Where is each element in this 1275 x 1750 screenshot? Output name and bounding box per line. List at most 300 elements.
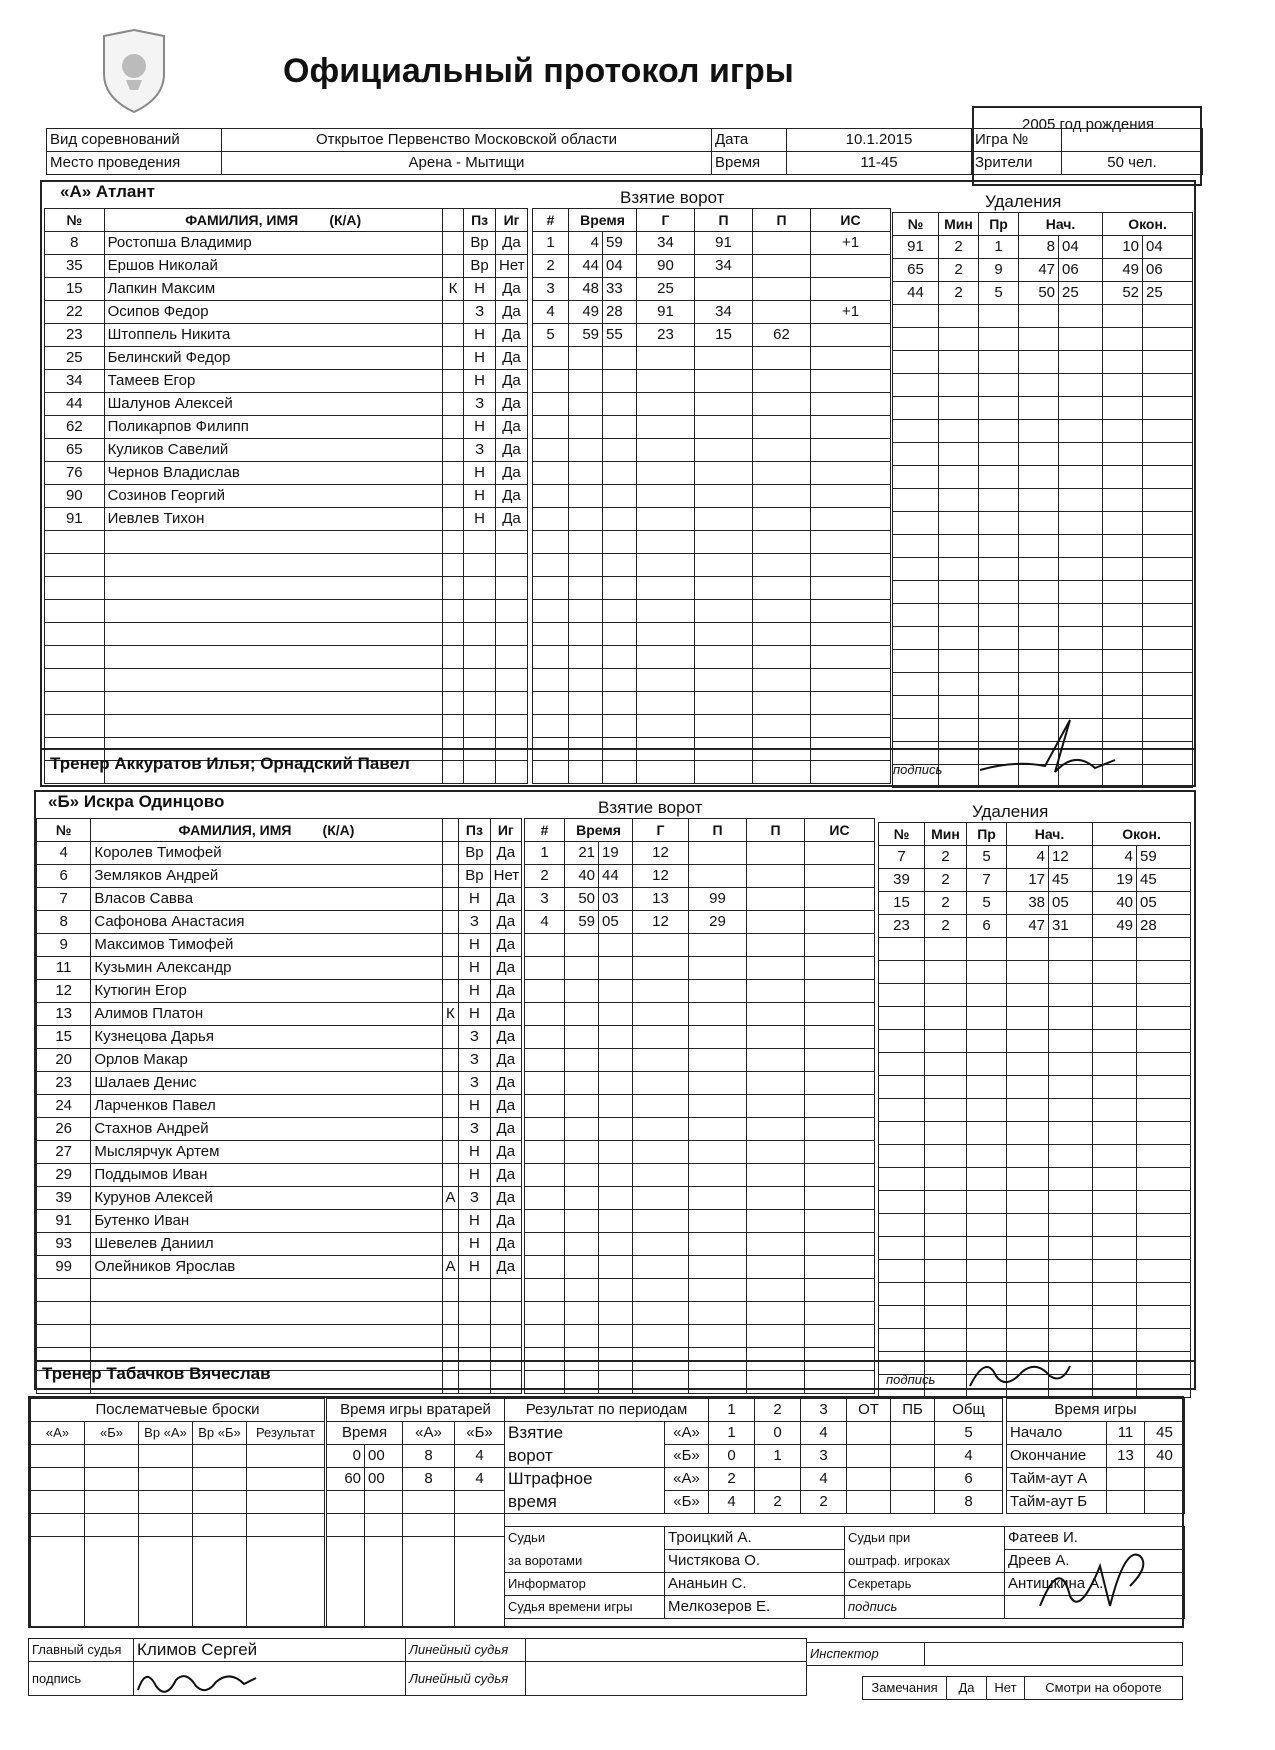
player-position: З <box>459 1026 490 1049</box>
player-number <box>45 531 105 554</box>
team-b-player-row <box>37 1003 522 1026</box>
penalty-minutes <box>939 558 979 581</box>
player-number: 12 <box>37 980 91 1003</box>
player-role <box>442 1095 459 1118</box>
goal-assist-2 <box>753 554 811 577</box>
penalty-start-min <box>1019 466 1059 489</box>
penalty-start-sec <box>1049 938 1093 961</box>
player-played: Да <box>490 1026 521 1049</box>
goal-second <box>599 1164 633 1187</box>
team-b-goal-row <box>525 1302 875 1325</box>
player-played: Да <box>496 416 528 439</box>
team-a-penalty-row <box>893 305 1193 328</box>
player-number: 91 <box>37 1210 91 1233</box>
player-number <box>45 669 105 692</box>
goal-situation <box>811 623 891 646</box>
penalty-end-min <box>1093 1375 1137 1398</box>
penalty-minutes: 2 <box>925 892 967 915</box>
penalty-end-sec: 05 <box>1137 892 1191 915</box>
player-number: 62 <box>45 416 105 439</box>
goal-assist-1 <box>695 370 753 393</box>
remarks-yes[interactable]: Да <box>947 1677 987 1700</box>
remarks-table: Замечания Да Нет Смотри на обороте <box>862 1676 1183 1700</box>
player-name: Курунов Алексей <box>91 1187 442 1210</box>
player-position: Н <box>464 370 496 393</box>
player-number: 27 <box>37 1141 91 1164</box>
penalty-start-sec <box>1059 420 1103 443</box>
player-name: Власов Савва <box>91 888 442 911</box>
goal-situation <box>811 646 891 669</box>
penalty-reason <box>967 1191 1007 1214</box>
penalty-player: 15 <box>879 892 925 915</box>
player-number: 4 <box>37 842 91 865</box>
col-no: № <box>37 819 91 842</box>
team-a-penalty-row <box>893 443 1193 466</box>
player-position <box>464 577 496 600</box>
player-played: Да <box>490 1095 521 1118</box>
team-b-goal-row <box>525 865 875 888</box>
team-b-player-row <box>37 1026 522 1049</box>
team-b-goal-row <box>525 1233 875 1256</box>
goal-assist-2 <box>747 1187 805 1210</box>
team-b-penalty-row <box>879 1076 1191 1099</box>
team-a-penalty-row <box>893 420 1193 443</box>
penalty-end-sec <box>1137 1007 1191 1030</box>
player-position: Вр <box>464 255 496 278</box>
team-a-player-row <box>45 508 528 531</box>
team-a-penalties-title: Удаления <box>985 192 1062 211</box>
goal-number <box>525 1371 565 1394</box>
goal-second <box>603 761 637 784</box>
goal-assist-1 <box>695 692 753 715</box>
team-b-goal-row <box>525 1072 875 1095</box>
remarks-no[interactable]: Нет <box>987 1677 1025 1700</box>
player-role <box>442 393 463 416</box>
player-position <box>459 1279 490 1302</box>
goal-assist-2 <box>753 278 811 301</box>
player-played: Да <box>496 508 528 531</box>
goal-scorer <box>633 1049 689 1072</box>
team-a-coach: Тренер Аккуратов Илья; Орнадский Павел <box>50 754 410 773</box>
goal-number <box>533 370 569 393</box>
penalty-end-min <box>1093 1283 1137 1306</box>
col-no: № <box>45 209 105 232</box>
player-name: Штоппель Никита <box>104 324 442 347</box>
team-a-penalty-row <box>893 236 1193 259</box>
penalty-end-sec <box>1143 673 1193 696</box>
goal-number <box>533 508 569 531</box>
goal-second <box>603 692 637 715</box>
penalty-reason <box>967 961 1007 984</box>
penalty-start-sec <box>1049 1306 1093 1329</box>
col-pen-min: Мин <box>925 823 967 846</box>
penalty-start-min <box>1007 1122 1049 1145</box>
penalty-start-sec <box>1059 489 1103 512</box>
goal-second <box>599 1210 633 1233</box>
goal-situation <box>805 1141 875 1164</box>
goal-assist-1 <box>695 439 753 462</box>
penalty-reason: 5 <box>967 846 1007 869</box>
goal-situation <box>811 462 891 485</box>
team-a-penalty-row <box>893 351 1193 374</box>
penalty-minutes <box>939 305 979 328</box>
player-number <box>45 646 105 669</box>
player-number <box>45 577 105 600</box>
shootout-title: Послематчевые броски <box>31 1399 325 1422</box>
penalty-start-sec: 25 <box>1059 282 1103 305</box>
player-played: Нет <box>496 255 528 278</box>
goal-assist-1 <box>689 1348 747 1371</box>
penalty-reason <box>967 1099 1007 1122</box>
team-b-penalty-row <box>879 1237 1191 1260</box>
referee-table: Главный судья Климов Сергей Линейный судья подпись Линейный судья <box>28 1638 807 1696</box>
penalty-reason <box>967 1168 1007 1191</box>
player-position: Н <box>464 324 496 347</box>
penalty-player <box>879 1214 925 1237</box>
penalty-start-min <box>1019 420 1059 443</box>
goal-second <box>603 416 637 439</box>
player-role: А <box>442 1256 459 1279</box>
penalty-end-sec <box>1137 1306 1191 1329</box>
team-a-penalty-row <box>893 259 1193 282</box>
goal-number <box>533 669 569 692</box>
team-a-penalty-row <box>893 650 1193 673</box>
team-b-penalty-row <box>879 938 1191 961</box>
team-a-goal-row <box>533 301 891 324</box>
goal-assist-2 <box>747 1233 805 1256</box>
team-a-player-row <box>45 623 528 646</box>
goal-assist-1 <box>689 842 747 865</box>
player-name: Кузьмин Александр <box>91 957 442 980</box>
goal-assist-2 <box>747 1210 805 1233</box>
goal-assist-1 <box>695 485 753 508</box>
penalty-start-sec <box>1049 1168 1093 1191</box>
player-number: 25 <box>45 347 105 370</box>
venue-label: Место проведения <box>47 152 222 175</box>
goal-scorer <box>637 761 695 784</box>
player-role <box>442 255 463 278</box>
goal-scorer <box>633 1325 689 1348</box>
chief-signature-icon <box>132 1660 262 1704</box>
penalty-reason <box>979 420 1019 443</box>
player-name: Орлов Макар <box>91 1049 442 1072</box>
goal-assist-1 <box>695 462 753 485</box>
penalty-reason <box>979 673 1019 696</box>
goal-situation <box>811 508 891 531</box>
goal-assist-2 <box>753 669 811 692</box>
goal-scorer <box>633 1072 689 1095</box>
penalty-end-sec <box>1137 1237 1191 1260</box>
goal-number: 2 <box>525 865 565 888</box>
player-name: Ларченков Павел <box>91 1095 442 1118</box>
player-number <box>45 623 105 646</box>
player-role <box>442 957 459 980</box>
goal-number <box>525 934 565 957</box>
penalty-start-min <box>1019 489 1059 512</box>
player-position: З <box>459 911 490 934</box>
penalty-player <box>879 1168 925 1191</box>
goal-assist-1 <box>695 393 753 416</box>
penalty-minutes <box>939 420 979 443</box>
team-a-player-row <box>45 347 528 370</box>
player-number: 44 <box>45 393 105 416</box>
penalty-reason <box>979 581 1019 604</box>
goal-assist-1: 34 <box>695 255 753 278</box>
penalty-start-sec <box>1049 1122 1093 1145</box>
player-role <box>442 508 463 531</box>
team-b-penalty-row <box>879 1191 1191 1214</box>
goal-minute <box>565 1348 599 1371</box>
penalty-start-min <box>1007 1168 1049 1191</box>
penalty-start-sec <box>1059 650 1103 673</box>
penalty-reason <box>979 512 1019 535</box>
goal-assist-2 <box>747 1302 805 1325</box>
goal-assist-2 <box>753 692 811 715</box>
col-pen-pr: Пр <box>979 213 1019 236</box>
goal-situation <box>805 1118 875 1141</box>
goal-scorer: 25 <box>637 278 695 301</box>
penalty-reason <box>967 938 1007 961</box>
penalty-start-sec: 04 <box>1059 236 1103 259</box>
team-b-player-row <box>37 888 522 911</box>
goal-second <box>599 1072 633 1095</box>
penalty-start-min <box>1019 374 1059 397</box>
player-name <box>104 692 442 715</box>
team-a-penalty-row <box>893 581 1193 604</box>
goal-scorer <box>633 1026 689 1049</box>
goal-scorer <box>633 1233 689 1256</box>
goal-second: 28 <box>603 301 637 324</box>
goal-second <box>603 531 637 554</box>
goal-situation <box>805 1302 875 1325</box>
penalty-end-sec <box>1143 535 1193 558</box>
penalty-minutes <box>939 719 979 742</box>
goal-scorer <box>637 439 695 462</box>
penalty-minutes: 2 <box>925 846 967 869</box>
goal-scorer <box>637 393 695 416</box>
penalty-end-min <box>1093 961 1137 984</box>
penalty-start-min <box>1007 1237 1049 1260</box>
penalty-reason: 1 <box>979 236 1019 259</box>
player-name <box>91 1325 442 1348</box>
team-a-goal-row <box>533 646 891 669</box>
col-pen-end: Окон. <box>1103 213 1193 236</box>
penalty-start-sec <box>1049 1214 1093 1237</box>
penalty-end-min <box>1103 673 1143 696</box>
penalty-minutes <box>925 1214 967 1237</box>
penalty-start-min <box>1019 512 1059 535</box>
penalty-end-min: 4 <box>1093 846 1137 869</box>
player-number: 34 <box>45 370 105 393</box>
col-goal-time: Время <box>565 819 633 842</box>
goal-assist-1 <box>689 1302 747 1325</box>
penalty-end-sec: 06 <box>1143 259 1193 282</box>
penalty-player <box>893 512 939 535</box>
team-b-player-row <box>37 911 522 934</box>
player-role <box>442 1026 459 1049</box>
goal-number <box>525 1233 565 1256</box>
team-a-penalty-row <box>893 535 1193 558</box>
penalty-end-sec <box>1143 558 1193 581</box>
goal-assist-1 <box>689 1072 747 1095</box>
goal-assist-1 <box>689 1095 747 1118</box>
penalty-player <box>893 719 939 742</box>
goal-minute <box>569 577 603 600</box>
team-a-goal-row <box>533 324 891 347</box>
penalty-end-min <box>1093 984 1137 1007</box>
player-played: Да <box>496 462 528 485</box>
goal-assist-1 <box>689 980 747 1003</box>
penalty-start-min <box>1019 328 1059 351</box>
team-b-goals-title: Взятие ворот <box>598 798 703 817</box>
team-a-player-row <box>45 301 528 324</box>
goal-second <box>599 1095 633 1118</box>
penalty-reason <box>967 1053 1007 1076</box>
goal-assist-2 <box>753 393 811 416</box>
goal-minute: 44 <box>569 255 603 278</box>
penalty-minutes <box>925 1329 967 1352</box>
player-number: 7 <box>37 888 91 911</box>
goal-situation <box>811 554 891 577</box>
player-name: Сафонова Анастасия <box>91 911 442 934</box>
team-b-goal-row <box>525 1164 875 1187</box>
penalty-end-sec <box>1143 650 1193 673</box>
penalty-end-sec <box>1143 742 1193 765</box>
goal-minute <box>569 393 603 416</box>
goal-second <box>603 600 637 623</box>
player-position: Вр <box>464 232 496 255</box>
team-b-roster <box>36 818 522 1394</box>
player-role <box>442 232 463 255</box>
penalty-end-sec <box>1143 604 1193 627</box>
goal-situation <box>811 669 891 692</box>
goal-assist-2 <box>747 1026 805 1049</box>
goal-second: 05 <box>599 911 633 934</box>
penalty-start-sec <box>1049 1076 1093 1099</box>
player-name: Созинов Георгий <box>104 485 442 508</box>
goal-number <box>525 1141 565 1164</box>
penalty-player <box>893 397 939 420</box>
player-name <box>104 715 442 738</box>
player-role <box>442 1279 459 1302</box>
goal-number <box>533 715 569 738</box>
player-role <box>442 1233 459 1256</box>
penalty-end-min <box>1093 1053 1137 1076</box>
penalty-start-min <box>1007 1306 1049 1329</box>
penalty-player <box>879 1145 925 1168</box>
team-b-sign-label: подпись <box>886 1372 936 1387</box>
team-b-goal-row <box>525 934 875 957</box>
player-played: Да <box>496 278 528 301</box>
penalty-player <box>893 650 939 673</box>
player-name: Шалунов Алексей <box>104 393 442 416</box>
goal-situation <box>805 1233 875 1256</box>
goal-situation <box>811 692 891 715</box>
goal-scorer <box>633 1003 689 1026</box>
penalty-start-min <box>1007 1053 1049 1076</box>
penalty-player <box>893 489 939 512</box>
goal-assist-2 <box>747 842 805 865</box>
penalty-start-min <box>1007 1191 1049 1214</box>
penalty-reason: 9 <box>979 259 1019 282</box>
goal-second <box>603 462 637 485</box>
goal-scorer <box>633 1118 689 1141</box>
goal-assist-1 <box>689 1187 747 1210</box>
time-label: Время <box>712 152 787 175</box>
player-name: Поддымов Иван <box>91 1164 442 1187</box>
goal-situation <box>811 370 891 393</box>
player-played <box>496 623 528 646</box>
player-number <box>45 600 105 623</box>
team-a-penalty-row <box>893 374 1193 397</box>
penalty-end-sec <box>1137 1099 1191 1122</box>
penalty-minutes <box>925 1283 967 1306</box>
penalty-end-min: 19 <box>1093 869 1137 892</box>
penalty-start-min: 47 <box>1019 259 1059 282</box>
player-number: 22 <box>45 301 105 324</box>
goal-scorer: 23 <box>637 324 695 347</box>
goal-assist-1 <box>689 957 747 980</box>
goal-number: 1 <box>533 232 569 255</box>
player-name <box>91 1279 442 1302</box>
goal-situation <box>811 393 891 416</box>
goal-number <box>533 462 569 485</box>
goal-assist-1: 91 <box>695 232 753 255</box>
penalty-reason <box>967 984 1007 1007</box>
goal-assist-1 <box>695 600 753 623</box>
penalty-end-min <box>1103 374 1143 397</box>
team-b-goal-row <box>525 1003 875 1026</box>
penalty-start-min <box>1019 673 1059 696</box>
goal-scorer <box>637 416 695 439</box>
goal-scorer <box>637 669 695 692</box>
goal-assist-1: 15 <box>695 324 753 347</box>
penalty-reason <box>979 604 1019 627</box>
penalty-end-min <box>1103 604 1143 627</box>
penalty-reason: 6 <box>967 915 1007 938</box>
player-played: Да <box>496 370 528 393</box>
penalty-minutes <box>925 938 967 961</box>
goal-scorer <box>637 715 695 738</box>
goal-minute: 50 <box>565 888 599 911</box>
player-position: Н <box>459 1095 490 1118</box>
penalty-player <box>879 1329 925 1352</box>
goal-scorer: 12 <box>633 865 689 888</box>
goal-minute <box>569 462 603 485</box>
player-number: 35 <box>45 255 105 278</box>
goal-number <box>533 692 569 715</box>
penalty-player <box>879 1260 925 1283</box>
player-position <box>464 554 496 577</box>
player-number: 91 <box>45 508 105 531</box>
penalty-start-sec: 12 <box>1049 846 1093 869</box>
player-role <box>442 577 463 600</box>
goal-minute <box>565 980 599 1003</box>
team-a-player-row <box>45 370 528 393</box>
penalty-start-sec <box>1049 1053 1093 1076</box>
penalty-start-sec <box>1049 984 1093 1007</box>
competition-value: Открытое Первенство Московской области <box>222 129 712 152</box>
shootout-table: Послематчевые броски «А» «Б» Вр «А» Вр «Б» Результат <box>30 1398 325 1628</box>
team-b-penalty-row <box>879 1053 1191 1076</box>
periods-title: Результат по периодам <box>505 1399 709 1422</box>
player-name: Шалаев Денис <box>91 1072 442 1095</box>
team-a-goal-row <box>533 255 891 278</box>
penalty-minutes: 2 <box>925 915 967 938</box>
penalty-minutes <box>939 512 979 535</box>
penalty-start-min <box>1019 581 1059 604</box>
team-b-goal-row <box>525 1210 875 1233</box>
